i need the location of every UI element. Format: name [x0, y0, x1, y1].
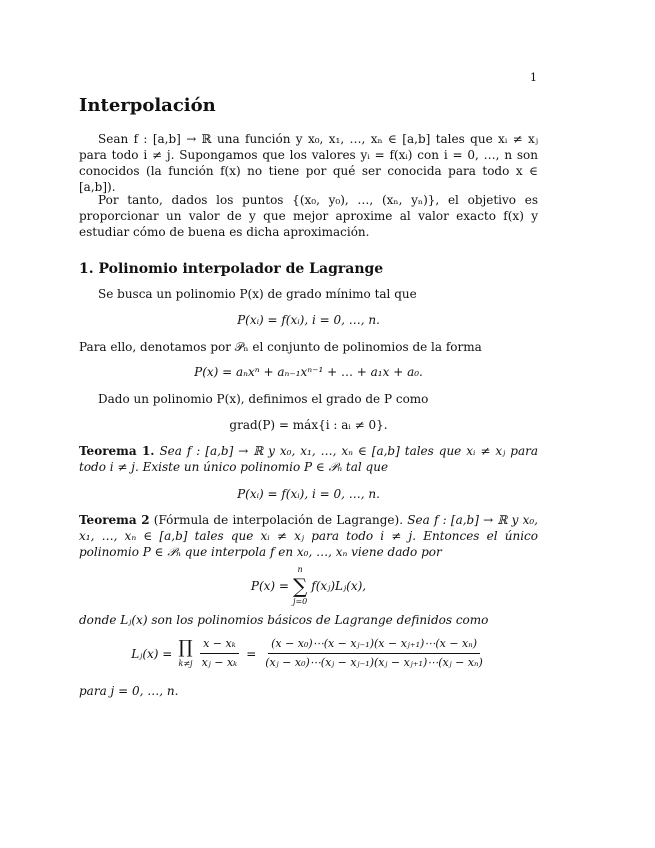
equation-interpolation-condition: P(xᵢ) = f(xᵢ), i = 0, …, n. [237, 313, 380, 327]
basis-fraction-2 [262, 636, 486, 671]
page-number: 1 [530, 71, 537, 84]
section-paragraph-4: donde Lⱼ(x) son los polinomios básicos de Lagrange definidos como [79, 613, 489, 627]
equation-degree-definition: grad(P) = máx{i : aᵢ ≠ 0}. [229, 418, 388, 432]
intro-paragraph-1: Sean f : [a,b] → ℝ una función y x₀, x₁, …, xₙ ∈ [a,b] tales que xᵢ ≠ xⱼ para todo i ≠ j. Supongamos que los valores yᵢ = f(xᵢ) con i = 0, …, n son conocidos (la función f(x) no tiene por qué ser conocida para todo x ∈ [a,b]). [79, 132, 538, 194]
product-lower-limit: k≠j [178, 658, 193, 668]
equation-lagrange-formula [79, 565, 538, 607]
lagrange-formula-lhs: P(x) = [250, 579, 289, 593]
summation-operator [293, 565, 307, 607]
product-symbol: ∏ [178, 636, 193, 658]
theorem-2-label: Teorema 2 [79, 513, 150, 527]
equation-theorem-1: P(xᵢ) = f(xᵢ), i = 0, …, n. [237, 487, 380, 501]
summation-symbol: ∑ [292, 574, 308, 598]
basis-fraction-1 [199, 636, 241, 671]
theorem-1-statement: Sea f : [a,b] → ℝ y x₀, x₁, …, xₙ ∈ [a,b] tales que xᵢ ≠ xⱼ para todo i ≠ j. Existe un único polinomio P ∈ 𝒫ₙ tal que [79, 444, 538, 474]
lagrange-basis-lhs: Lⱼ(x) = [131, 646, 173, 661]
equation-lagrange-basis [79, 636, 538, 671]
section-paragraph-1: Se busca un polinomio P(x) de grado mínimo tal que [98, 287, 417, 301]
lagrange-formula-rhs: f(xⱼ)Lⱼ(x), [311, 579, 367, 593]
theorem-2 [79, 512, 538, 560]
basis-fraction-2-denominator: (xⱼ − x₀)⋯(xⱼ − xⱼ₋₁)(xⱼ − xⱼ₊₁)⋯(xⱼ − xₙ) [265, 656, 483, 669]
summation-lower-limit: j=0 [292, 597, 308, 606]
section-paragraph-2: Para ello, denotamos por 𝒫ₙ el conjunto de polinomios de la forma [79, 340, 482, 354]
theorem-2-statement: Sea f : [a,b] → ℝ y x₀, x₁, …, xₙ ∈ [a,b] tales que xᵢ ≠ xⱼ para todo i ≠ j. Entonces el único polinomio P ∈ 𝒫ₙ que interpola f en x₀, …, xₙ viene dado por [79, 513, 538, 559]
basis-fraction-1-numerator: x − xₖ [200, 636, 239, 654]
intro-paragraph-2: Por tanto, dados los puntos {(x₀, y₀), …, (xₙ, yₙ)}, el objetivo es proporcionar un valor de y que mejor aproxime al valor exacto f(x) y estudiar cómo de buena es dicha aproximación. [79, 193, 538, 239]
theorem-2-name: (Fórmula de interpolación de Lagrange). [153, 513, 404, 527]
equals-sign: = [246, 646, 257, 661]
basis-fraction-1-denominator: xⱼ − xₖ [201, 656, 238, 669]
section-paragraph-3: Dado un polinomio P(x), definimos el grado de P como [98, 392, 429, 406]
equation-polynomial-form: P(x) = aₙxⁿ + aₙ₋₁xⁿ⁻¹ + … + a₁x + a₀. [194, 365, 423, 379]
summation-upper-limit: n [297, 565, 303, 574]
page-title: Interpolación [79, 95, 216, 116]
theorem-1 [79, 443, 538, 475]
section-paragraph-5: para j = 0, …, n. [79, 684, 179, 698]
product-operator [178, 638, 192, 670]
basis-fraction-2-numerator: (x − x₀)⋯(x − xⱼ₋₁)(x − xⱼ₊₁)⋯(x − xₙ) [268, 636, 480, 654]
section-heading: 1. Polinomio interpolador de Lagrange [79, 261, 384, 277]
theorem-1-label: Teorema 1. [79, 444, 155, 458]
